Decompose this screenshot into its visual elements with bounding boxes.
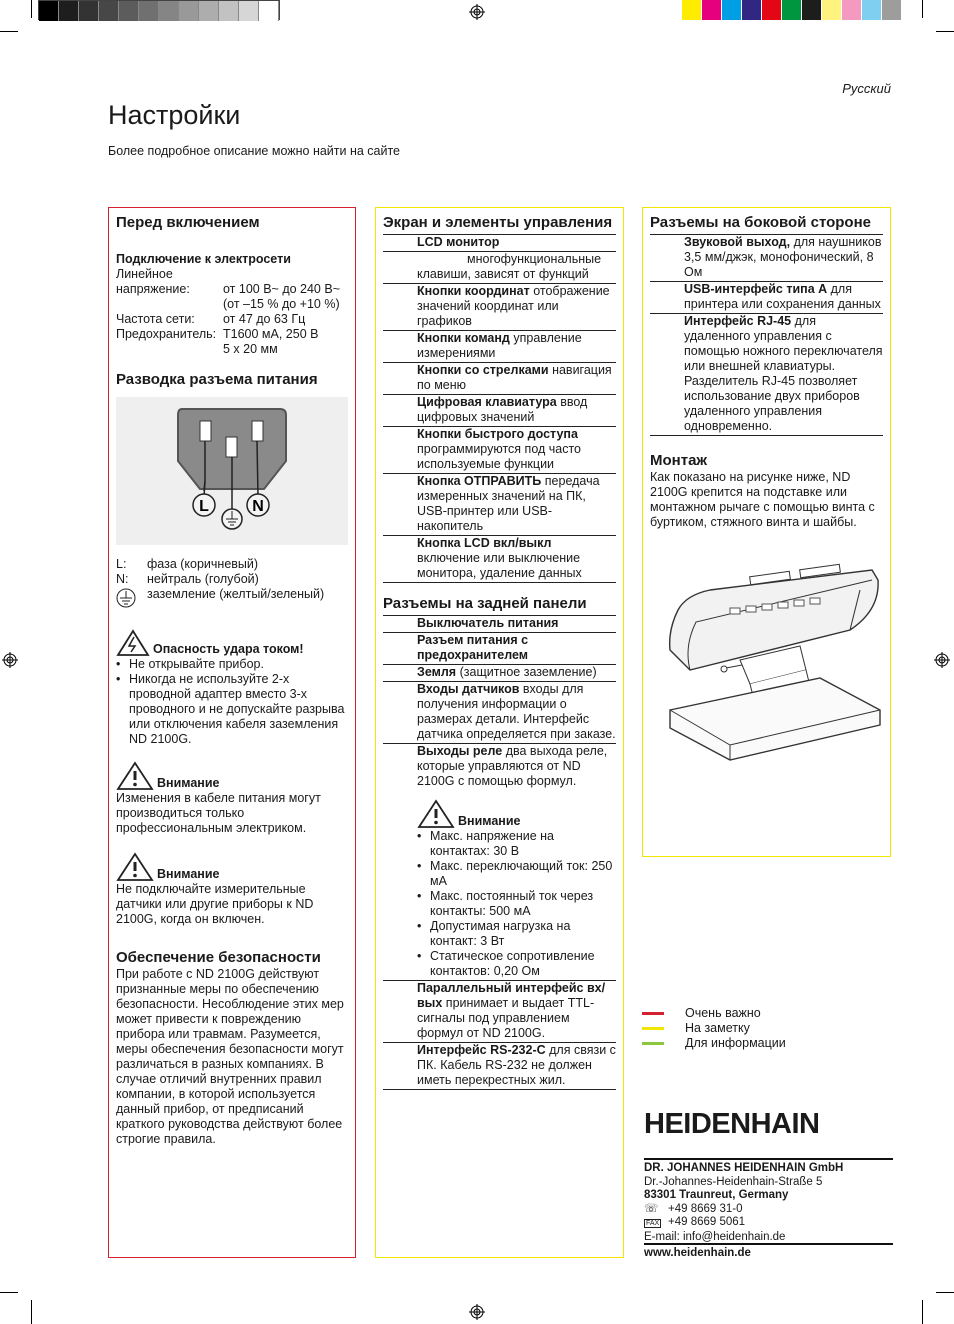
table-row — [383, 284, 616, 331]
column-side-and-mount — [642, 207, 891, 857]
heidenhain-logo: HEIDENHAIN — [644, 1108, 820, 1140]
row-text: принимает и выдает TTL-сигналы под управлением формул от ND 2100G. — [417, 996, 595, 1040]
table-row — [383, 474, 616, 536]
color-swatch — [722, 0, 742, 20]
mount-text: Как показано на рисунке ниже, ND 2100G крепится на подставке или монтажном рычаге с помощью винта с буртиком, стяжного винта и шайбы. — [650, 470, 875, 529]
crop-mark — [922, 1300, 923, 1324]
power-connector-diagram — [116, 397, 348, 545]
crop-mark — [0, 31, 18, 32]
crop-mark — [31, 1300, 32, 1324]
diagram-label-n: N — [252, 498, 264, 515]
screen-elements-table — [383, 234, 616, 583]
color-swatch — [802, 0, 822, 20]
attention-heading: Внимание — [116, 852, 348, 882]
voltage-tolerance-row: (от –15 % до +10 %) — [223, 297, 340, 311]
section-heading: Разъемы на задней панели — [383, 595, 587, 612]
row-term: Выключатель питания — [417, 616, 559, 630]
company-name: DR. JOHANNES HEIDENHAIN GmbH — [644, 1162, 844, 1174]
power-label: Линейное — [116, 267, 173, 281]
table-row — [650, 282, 883, 314]
table-row — [650, 314, 883, 436]
warning-triangle-icon — [116, 852, 154, 882]
row-term: Цифровая клавиатура — [417, 395, 557, 409]
row-term: Кнопка ОТПРАВИТЬ — [417, 474, 542, 488]
row-text: для принтера или сохранения данных — [684, 282, 881, 311]
section-heading: Монтаж — [650, 452, 708, 469]
legend-n: N: нейтраль (голубой) — [116, 572, 259, 586]
color-swatch — [882, 0, 902, 20]
list-item: • Макс. постоянный ток через контакты: 500 мА — [430, 889, 616, 919]
legend-info: Для информации — [642, 1036, 786, 1050]
side-connectors-table — [650, 234, 883, 436]
table-row — [383, 252, 616, 284]
relay-attention-heading: Внимание — [417, 799, 616, 829]
table-row — [383, 1043, 616, 1090]
table-row — [383, 744, 616, 981]
phone-icon: ☏ — [644, 1202, 659, 1215]
color-swatch — [762, 0, 782, 20]
rear-connectors-table-continued — [383, 981, 616, 1090]
row-text: многофункциональные клавиши, зависят от функций — [417, 252, 602, 281]
attention-text: Изменения в кабеле питания могут производиться только профессиональным электриком. — [116, 791, 321, 835]
safety-text: При работе с ND 2100G действуют признанные меры по обеспечению безопасности. Несоблюдение этих мер может привести к повреждению прибора или травмам. Разумеется, меры обеспечения безопасности могут различаться в разных компаниях. В случае отличий внутренних правил компании, в которой используется данный прибор, от предписаний краткого руководства действуют более строгие правила. — [116, 967, 344, 1146]
row-text: управление измерениями — [417, 331, 582, 360]
table-row — [383, 616, 616, 633]
page-title: Настройки — [108, 100, 241, 130]
gray-swatch — [199, 1, 219, 21]
row-text: два выхода реле, которые управляются от ND 2100G с помощью формул. — [417, 744, 608, 788]
electric-shock-warning-icon — [116, 629, 150, 657]
language-label: Русский — [842, 81, 891, 96]
legend-swatch — [642, 1012, 664, 1015]
list-item: • Статическое сопротивление контактов: 0,20 Ом — [430, 949, 616, 979]
row-text: отображение значений координат или графиков — [417, 284, 610, 328]
grayscale-bar — [38, 0, 280, 20]
gray-swatch — [239, 1, 259, 21]
fuse-row: Предохранитель: T1600 мA, 250 В — [116, 327, 319, 341]
gray-swatch — [119, 1, 139, 21]
row-term: Кнопки координат — [417, 284, 530, 298]
ground-icon — [116, 587, 136, 609]
gray-swatch — [259, 1, 279, 21]
color-swatch — [702, 0, 722, 20]
gray-swatch — [179, 1, 199, 21]
fuse-size-row: 5 x 20 мм — [223, 342, 278, 356]
row-term: Интерфейс RJ-45 — [684, 314, 792, 328]
row-term: Входы датчиков — [417, 682, 520, 696]
table-row — [383, 665, 616, 682]
row-text: передача измеренных значений на ПК, USB-принтер или USB-накопитель — [417, 474, 600, 533]
list-item: • Никогда не используйте 2-х проводной адаптер вместо 3-х проводного и не допускайте разрыва или отключения кабеля заземления ND 2100G. — [129, 672, 348, 747]
row-text: (защитное заземление) — [459, 665, 597, 679]
column-screen-and-rear — [375, 207, 624, 1258]
website-link[interactable]: www.heidenhain.de — [644, 1243, 893, 1259]
list-item: • Макс. переключающий ток: 250 мА — [430, 859, 616, 889]
list-item: • Макс. напряжение на контактах: 30 В — [430, 829, 616, 859]
shock-warning-list — [116, 657, 348, 747]
row-text: для удаленного управления с помощью ножного переключателя или внешней клавиатуры. Разделитель RJ-45 позволяет использование двух приборов удаленного управления одновременно. — [684, 314, 883, 433]
shock-warning-heading: Опасность удара током! — [116, 629, 348, 657]
legend-l: L: фаза (коричневый) — [116, 557, 259, 571]
color-swatch — [782, 0, 802, 20]
color-swatch — [822, 0, 842, 20]
row-term: Интерфейс RS-232-C — [417, 1043, 546, 1057]
power-title: Подключение к электросети — [116, 252, 291, 266]
section-heading: Обеспечение безопасности — [116, 949, 321, 966]
gray-swatch — [159, 1, 179, 21]
color-swatch — [742, 0, 762, 20]
color-swatch — [842, 0, 862, 20]
row-text: для связи с ПК. Кабель RS-232 не должен иметь перекрестных жил. — [417, 1043, 616, 1087]
table-row — [383, 427, 616, 474]
gray-swatch — [99, 1, 119, 21]
row-text: включение или выключение монитора, удаление данных — [417, 551, 582, 580]
company-street: Dr.-Johannes-Heidenhain-Straße 5 — [644, 1175, 823, 1188]
table-row — [383, 981, 616, 1043]
crop-mark — [31, 0, 32, 18]
row-term: Кнопки команд — [417, 331, 510, 345]
list-item: • Допустимая нагрузка на контакт: 3 Вт — [430, 919, 616, 949]
voltage-row: напряжение: от 100 В~ до 240 В~ — [116, 282, 340, 296]
crop-mark — [0, 1292, 18, 1293]
table-row — [383, 363, 616, 395]
row-term: Параллельный интерфейс вх/вых — [417, 981, 606, 1010]
legend-swatch — [642, 1027, 664, 1030]
registration-mark-icon — [2, 652, 18, 668]
warning-triangle-icon — [116, 761, 154, 791]
row-text: программируются под часто используемые функции — [417, 442, 582, 471]
legend-pe: заземление (желтый/зеленый) — [116, 587, 348, 613]
company-city: 83301 Traunreut, Germany — [644, 1189, 789, 1201]
company-address — [644, 1158, 893, 1244]
crop-mark — [922, 0, 923, 18]
row-text: входы для получения информации о размерах детали. Интерфейс датчика определяется при заказе. — [417, 682, 616, 741]
registration-mark-icon — [934, 652, 950, 668]
legend-very-important: Очень важно — [642, 1006, 761, 1020]
crop-mark — [936, 31, 954, 32]
page-subtitle: Более подробное описание можно найти на сайте — [108, 144, 401, 158]
rear-connectors-table — [383, 615, 616, 744]
attention-text: Не подключайте измерительные датчики или другие приборы к ND 2100G, когда он включен. — [116, 882, 314, 926]
color-swatch — [862, 0, 882, 20]
row-term: Кнопка LCD вкл/выкл — [417, 536, 552, 550]
section-heading: Разводка разъема питания — [116, 371, 318, 388]
section-heading: Перед включением — [116, 214, 260, 231]
color-bar — [682, 0, 902, 20]
registration-mark-icon — [469, 4, 485, 20]
table-row — [383, 633, 616, 665]
table-row — [383, 536, 616, 583]
legend-swatch — [642, 1042, 664, 1045]
column-before-power-on — [108, 207, 356, 1258]
row-term: Разъем питания с предохранителем — [417, 633, 529, 662]
relay-limits-list — [417, 829, 616, 979]
mount-illustration — [650, 550, 883, 785]
row-text: навигация по меню — [417, 363, 612, 392]
color-swatch — [682, 0, 702, 20]
section-heading: Разъемы на боковой стороне — [650, 214, 871, 231]
list-item: • Не открывайте прибор. — [129, 657, 348, 672]
section-heading: Экран и элементы управления — [383, 214, 613, 231]
attention-heading: Внимание — [116, 761, 348, 791]
row-text: ввод цифровых значений — [417, 395, 588, 424]
gray-swatch — [39, 1, 59, 21]
row-term: Звуковой выход, — [684, 235, 791, 249]
gray-swatch — [139, 1, 159, 21]
crop-mark — [936, 1292, 954, 1293]
row-term: Кнопки быстрого доступа — [417, 427, 578, 441]
gray-swatch — [219, 1, 239, 21]
legend-note: На заметку — [642, 1021, 750, 1035]
table-row — [383, 235, 616, 252]
registration-mark-icon — [469, 1304, 485, 1320]
warning-triangle-icon — [417, 799, 455, 829]
row-term: Кнопки со стрелками — [417, 363, 549, 377]
table-row — [650, 235, 883, 282]
gray-swatch — [59, 1, 79, 21]
row-text: для наушников 3,5 мм/джэк, монофонический, 8 Ом — [684, 235, 882, 279]
fax-line: FAX +49 8669 5061 — [644, 1216, 893, 1231]
table-row — [383, 331, 616, 363]
row-term: Выходы реле — [417, 744, 503, 758]
row-term: LCD монитор — [417, 235, 500, 249]
frequency-row: Частота сети: от 47 до 63 Гц — [116, 312, 306, 326]
fax-icon: FAX — [646, 1220, 660, 1227]
gray-swatch — [79, 1, 99, 21]
diagram-label-l: L — [199, 498, 209, 515]
phone-line: ☏ +49 8669 31-0 — [644, 1202, 743, 1215]
table-row — [383, 395, 616, 427]
row-term: USB-интерфейс типа A — [684, 282, 828, 296]
email-link[interactable]: E-mail: info@heidenhain.de — [644, 1230, 786, 1243]
table-row — [383, 682, 616, 744]
row-term: Земля — [417, 665, 457, 679]
